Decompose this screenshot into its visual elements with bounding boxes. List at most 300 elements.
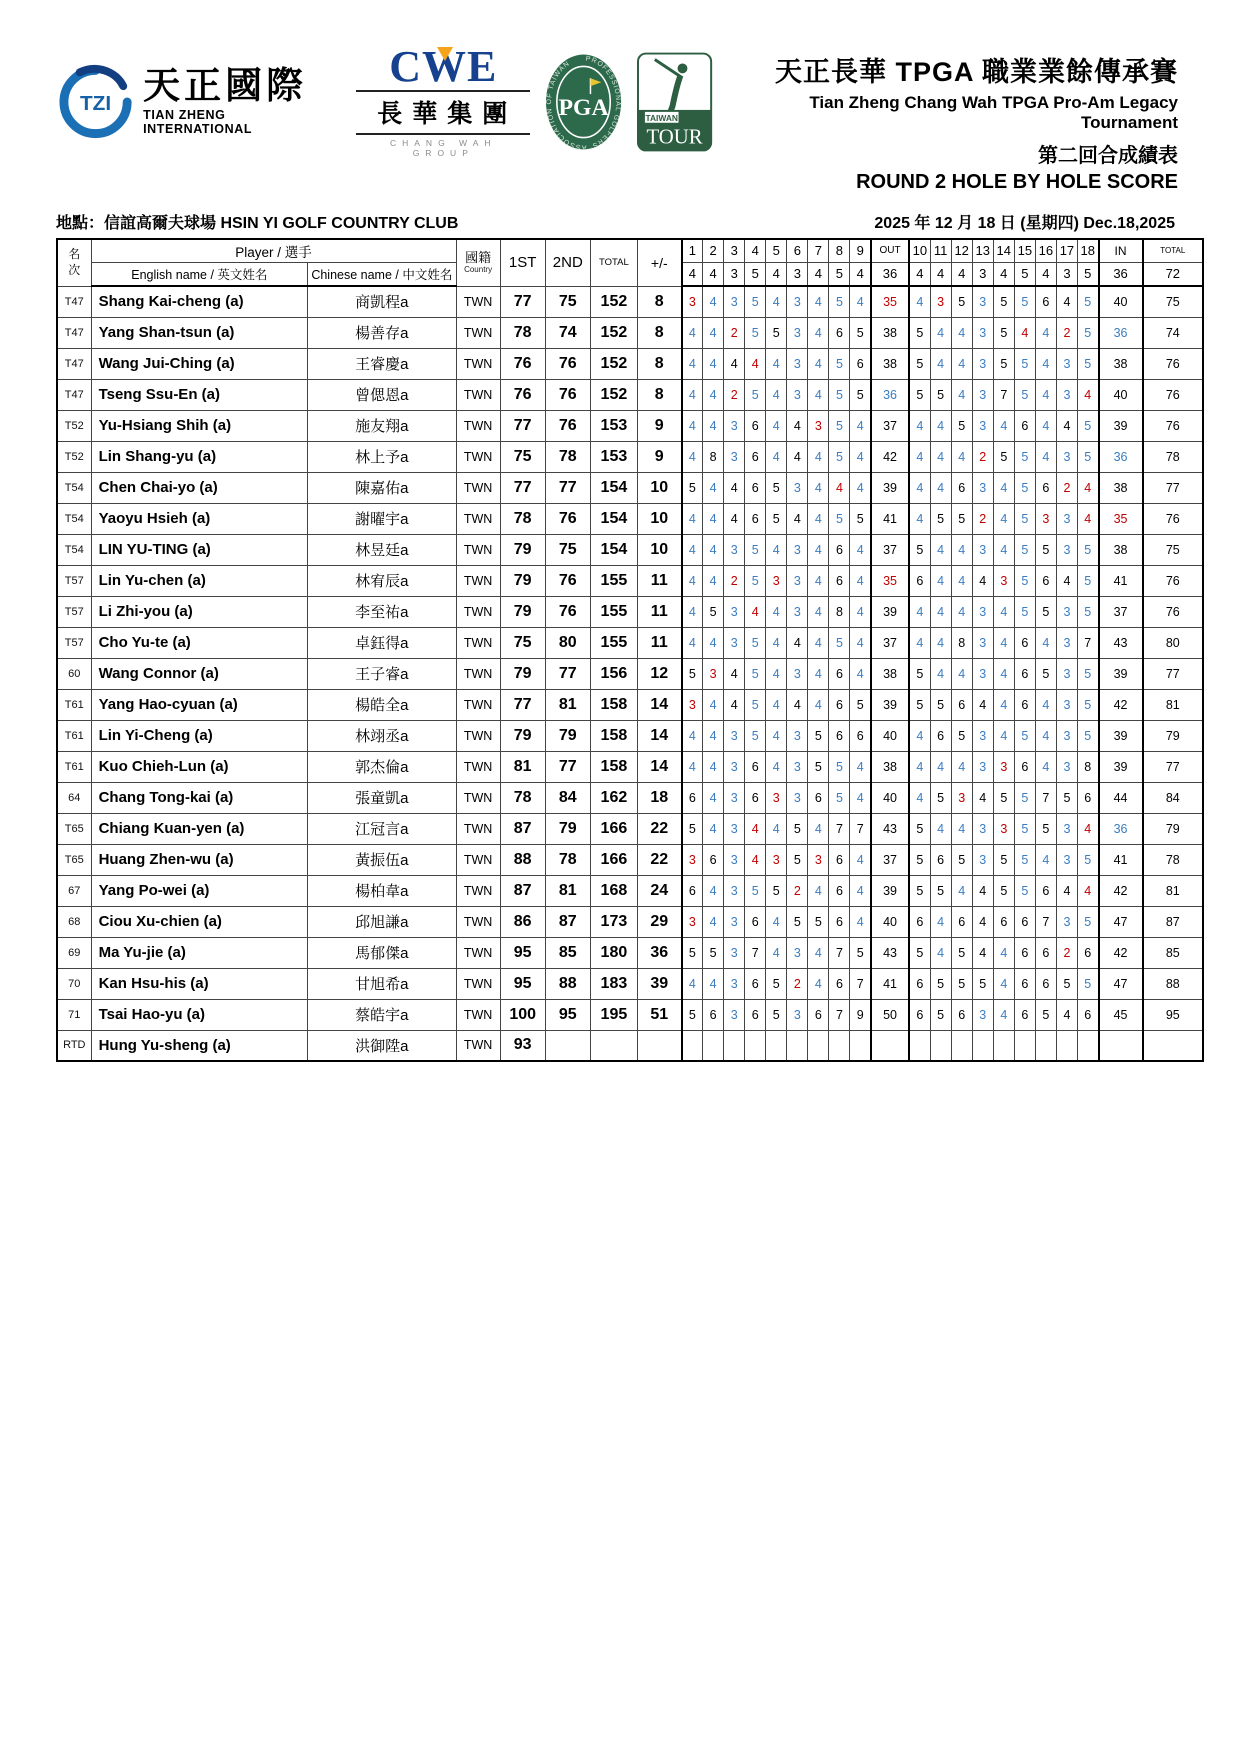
hole-score: 4	[993, 596, 1014, 627]
hole-score: 4	[682, 596, 703, 627]
hole-score: 2	[724, 317, 745, 348]
country-cell: TWN	[456, 565, 500, 596]
hole-score: 5	[808, 751, 829, 782]
hole-score: 5	[787, 813, 808, 844]
hole-score: 2	[787, 968, 808, 999]
hole-score: 5	[808, 906, 829, 937]
in-score: 38	[1099, 534, 1143, 565]
hole-score: 3	[787, 286, 808, 317]
hole-score: 4	[850, 596, 871, 627]
player-name-en: Yang Shan-tsun (a)	[91, 317, 308, 348]
round1-score: 78	[500, 782, 545, 813]
country-cell: TWN	[456, 844, 500, 875]
player-row	[57, 906, 1203, 937]
player-row	[57, 751, 1203, 782]
player-name-zh: 楊柏韋a	[308, 875, 456, 906]
in-score: 40	[1099, 379, 1143, 410]
date-label: 2025 年 12 月 18 日 (星期四) Dec.18,2025	[874, 215, 1175, 232]
hole-score: 5	[829, 441, 850, 472]
hole-score: 3	[787, 534, 808, 565]
out-score: 37	[871, 844, 909, 875]
hole-score: 5	[766, 503, 787, 534]
round-total: 78	[1143, 844, 1203, 875]
hole-score: 5	[1014, 379, 1035, 410]
country-cell: TWN	[456, 720, 500, 751]
hole-score: 5	[993, 317, 1014, 348]
round-total: 76	[1143, 565, 1203, 596]
hole-score: 4	[850, 472, 871, 503]
svg-text:PROFESSIONAL GOLFERS’ ASSOCIAT: PROFESSIONAL GOLFERS’ ASSOCIATION OF TAIWAN	[546, 55, 622, 151]
hole-score: 5	[993, 286, 1014, 317]
out-score: 50	[871, 999, 909, 1030]
hole-score: 6	[745, 410, 766, 441]
hole-score: 4	[951, 317, 972, 348]
in-score: 38	[1099, 472, 1143, 503]
hole-score: 4	[1035, 844, 1056, 875]
hole-score: 5	[1014, 286, 1035, 317]
hole-score: 5	[1077, 689, 1098, 720]
hole-score: 4	[682, 534, 703, 565]
hole-score: 4	[703, 410, 724, 441]
hole-score: 3	[724, 937, 745, 968]
total-score: 155	[590, 627, 637, 658]
hole-score: 3	[724, 596, 745, 627]
par-hole-12: 4	[951, 262, 972, 286]
hole-score: 5	[909, 379, 930, 410]
in-score: 41	[1099, 844, 1143, 875]
round2-score: 87	[545, 906, 590, 937]
round1-score: 76	[500, 379, 545, 410]
hole-score: 6	[909, 968, 930, 999]
in-score	[1099, 1030, 1143, 1061]
player-name-zh: 江冠言a	[308, 813, 456, 844]
country-cell: TWN	[456, 782, 500, 813]
hole-score: 5	[930, 968, 951, 999]
hole-score: 5	[1077, 968, 1098, 999]
round-total: 85	[1143, 937, 1203, 968]
cwe-abbr: CWE	[389, 42, 498, 91]
round-total: 75	[1143, 534, 1203, 565]
hole-score: 6	[1077, 782, 1098, 813]
hole-score: 4	[850, 875, 871, 906]
player-name-en: Lin Yu-chen (a)	[91, 565, 308, 596]
hole-score: 4	[808, 503, 829, 534]
player-row	[57, 596, 1203, 627]
hole-score: 4	[951, 875, 972, 906]
round-total-column-header: TOTAL	[1143, 239, 1203, 262]
country-cell: TWN	[456, 968, 500, 999]
rank-cell: T57	[57, 596, 91, 627]
round2-column-header: 2ND	[545, 239, 590, 286]
hole-score: 6	[993, 906, 1014, 937]
hole-score: 5	[1077, 658, 1098, 689]
hole-score: 4	[745, 348, 766, 379]
hole-score: 4	[724, 503, 745, 534]
hole-score: 4	[766, 906, 787, 937]
total-score: 155	[590, 565, 637, 596]
hole-score: 3	[724, 999, 745, 1030]
round1-score: 81	[500, 751, 545, 782]
hole-score: 4	[972, 875, 993, 906]
player-name-zh: 蔡皓宇a	[308, 999, 456, 1030]
hole-score: 3	[787, 379, 808, 410]
hole-score: 7	[745, 937, 766, 968]
hole-score: 3	[808, 844, 829, 875]
hole-score: 4	[766, 937, 787, 968]
hole-score: 3	[972, 317, 993, 348]
total-score: 152	[590, 379, 637, 410]
par-hole-18: 5	[1077, 262, 1098, 286]
hole-score: 3	[724, 782, 745, 813]
hole-score: 5	[1077, 534, 1098, 565]
hole-score: 4	[724, 658, 745, 689]
hole-score: 3	[951, 782, 972, 813]
hole-score: 4	[993, 627, 1014, 658]
hole-16-header: 16	[1035, 239, 1056, 262]
to-par: 14	[637, 689, 681, 720]
hole-score: 5	[829, 348, 850, 379]
par-hole-1: 4	[682, 262, 703, 286]
round2-score: 88	[545, 968, 590, 999]
hole-score: 2	[787, 875, 808, 906]
hole-score: 5	[829, 379, 850, 410]
rank-cell: 67	[57, 875, 91, 906]
round-total: 76	[1143, 348, 1203, 379]
hole-score: 6	[951, 999, 972, 1030]
hole-score: 5	[951, 968, 972, 999]
hole-score: 6	[829, 844, 850, 875]
out-score: 39	[871, 472, 909, 503]
hole-score: 4	[1056, 565, 1077, 596]
in-score: 39	[1099, 658, 1143, 689]
hole-score: 3	[993, 813, 1014, 844]
round2-score: 76	[545, 596, 590, 627]
hole-score: 6	[1014, 906, 1035, 937]
total-score: 154	[590, 534, 637, 565]
hole-score: 4	[850, 844, 871, 875]
country-cell: TWN	[456, 503, 500, 534]
rank-cell: T57	[57, 565, 91, 596]
in-score: 39	[1099, 410, 1143, 441]
country-cell: TWN	[456, 317, 500, 348]
player-row	[57, 813, 1203, 844]
hole-score: 6	[829, 720, 850, 751]
hole-score: 7	[829, 937, 850, 968]
hole-score: 5	[850, 689, 871, 720]
hole-score	[909, 1030, 930, 1061]
hole-score: 4	[1035, 627, 1056, 658]
round2-score	[545, 1030, 590, 1061]
hole-score: 4	[724, 689, 745, 720]
round1-score: 79	[500, 565, 545, 596]
player-name-en: Tsai Hao-yu (a)	[91, 999, 308, 1030]
hole-score: 5	[787, 844, 808, 875]
hole-score: 4	[787, 503, 808, 534]
hole-score: 5	[829, 782, 850, 813]
hole-score: 6	[829, 689, 850, 720]
hole-score: 3	[972, 751, 993, 782]
round1-score: 93	[500, 1030, 545, 1061]
tzi-name-zh: 天正國際	[143, 65, 308, 107]
hole-score: 3	[703, 658, 724, 689]
cwe-logo	[356, 42, 530, 158]
round1-score: 95	[500, 968, 545, 999]
hole-score: 5	[909, 937, 930, 968]
rank-cell: 70	[57, 968, 91, 999]
out-score: 38	[871, 348, 909, 379]
hole-score: 5	[909, 348, 930, 379]
hole-score: 3	[766, 782, 787, 813]
hole-score: 4	[1077, 472, 1098, 503]
hole-score: 3	[682, 906, 703, 937]
hole-score: 6	[951, 472, 972, 503]
hole-score: 3	[1056, 689, 1077, 720]
to-par: 8	[637, 379, 681, 410]
hole-score: 6	[682, 875, 703, 906]
hole-score: 3	[724, 906, 745, 937]
hole-score: 3	[1056, 348, 1077, 379]
player-name-zh: 郭杰倫a	[308, 751, 456, 782]
player-name-en: Shang Kai-cheng (a)	[91, 286, 308, 317]
player-name-zh: 謝曜宇a	[308, 503, 456, 534]
hole-score: 4	[703, 503, 724, 534]
hole-score: 4	[1056, 875, 1077, 906]
tournament-titles	[713, 46, 1178, 194]
hole-score: 4	[808, 627, 829, 658]
par-hole-13: 3	[972, 262, 993, 286]
hole-score: 6	[745, 472, 766, 503]
rank-cell: T61	[57, 751, 91, 782]
hole-score: 4	[766, 534, 787, 565]
rank-cell: T54	[57, 472, 91, 503]
country-cell: TWN	[456, 348, 500, 379]
hole-score: 5	[951, 410, 972, 441]
to-par: 8	[637, 348, 681, 379]
player-name-en: Kuo Chieh-Lun (a)	[91, 751, 308, 782]
hole-score: 3	[993, 751, 1014, 782]
player-name-en: Chiang Kuan-yen (a)	[91, 813, 308, 844]
hole-score: 6	[745, 906, 766, 937]
hole-score: 5	[930, 689, 951, 720]
player-name-en: Tseng Ssu-En (a)	[91, 379, 308, 410]
rank-cell: T65	[57, 813, 91, 844]
hole-score: 6	[745, 999, 766, 1030]
country-cell: TWN	[456, 875, 500, 906]
hole-score: 5	[703, 596, 724, 627]
country-cell: TWN	[456, 689, 500, 720]
player-name-en: Lin Yi-Cheng (a)	[91, 720, 308, 751]
hole-score: 4	[930, 658, 951, 689]
country-cell: TWN	[456, 534, 500, 565]
to-par: 22	[637, 844, 681, 875]
par-hole-17: 3	[1056, 262, 1077, 286]
hole-score: 4	[703, 472, 724, 503]
hole-score: 3	[972, 472, 993, 503]
tour-top-label: TAIWAN	[645, 112, 679, 123]
hole-score: 3	[682, 689, 703, 720]
rank-cell: T54	[57, 503, 91, 534]
hole-score: 5	[951, 937, 972, 968]
round2-score: 75	[545, 534, 590, 565]
player-column-header: Player / 選手	[91, 239, 456, 262]
hole-score: 6	[1014, 658, 1035, 689]
hole-score: 6	[1014, 937, 1035, 968]
hole-score: 5	[1035, 658, 1056, 689]
hole-score: 4	[766, 813, 787, 844]
hole-score	[745, 1030, 766, 1061]
hole-score: 6	[951, 906, 972, 937]
round2-score: 84	[545, 782, 590, 813]
hole-score: 4	[930, 348, 951, 379]
par-hole-7: 4	[808, 262, 829, 286]
hole-score: 5	[808, 720, 829, 751]
tour-bottom-label: TOUR	[646, 126, 704, 149]
hole-score: 5	[1014, 782, 1035, 813]
hole-score	[724, 1030, 745, 1061]
hole-score: 5	[766, 875, 787, 906]
hole-score: 3	[724, 627, 745, 658]
country-cell: TWN	[456, 627, 500, 658]
par-hole-2: 4	[703, 262, 724, 286]
out-score: 40	[871, 782, 909, 813]
hole-score: 4	[808, 286, 829, 317]
hole-6-header: 6	[787, 239, 808, 262]
hole-score: 6	[829, 565, 850, 596]
hole-score: 4	[724, 348, 745, 379]
player-row	[57, 348, 1203, 379]
out-score: 37	[871, 627, 909, 658]
hole-score: 7	[1035, 906, 1056, 937]
round-subtitle-zh: 第二回合成績表	[1038, 145, 1178, 167]
hole-score: 2	[972, 441, 993, 472]
round-total: 78	[1143, 441, 1203, 472]
player-name-zh: 張童凱a	[308, 782, 456, 813]
country-cell: TWN	[456, 937, 500, 968]
hole-score: 5	[1014, 875, 1035, 906]
hole-score: 4	[808, 596, 829, 627]
hole-score	[1077, 1030, 1098, 1061]
hole-score: 5	[951, 844, 972, 875]
hole-score: 5	[930, 999, 951, 1030]
hole-score: 5	[1077, 844, 1098, 875]
player-name-en: Yaoyu Hsieh (a)	[91, 503, 308, 534]
hole-score: 3	[972, 410, 993, 441]
out-score: 39	[871, 596, 909, 627]
hole-score: 5	[1014, 503, 1035, 534]
rank-cell: 68	[57, 906, 91, 937]
hole-score: 4	[951, 441, 972, 472]
total-score: 195	[590, 999, 637, 1030]
player-name-en: Hung Yu-sheng (a)	[91, 1030, 308, 1061]
par-total: 72	[1143, 262, 1203, 286]
hole-score: 5	[909, 658, 930, 689]
hole-8-header: 8	[829, 239, 850, 262]
player-name-zh: 林上予a	[308, 441, 456, 472]
hole-score: 4	[682, 565, 703, 596]
player-name-en: Kan Hsu-his (a)	[91, 968, 308, 999]
hole-score: 4	[703, 534, 724, 565]
total-score: 155	[590, 596, 637, 627]
country-cell: TWN	[456, 379, 500, 410]
hole-score: 3	[972, 844, 993, 875]
hole-score: 4	[703, 751, 724, 782]
player-row	[57, 534, 1203, 565]
hole-score: 4	[993, 410, 1014, 441]
to-par: 9	[637, 441, 681, 472]
hole-score: 4	[808, 441, 829, 472]
par-hole-5: 4	[766, 262, 787, 286]
hole-score: 4	[972, 565, 993, 596]
hole-score: 4	[909, 286, 930, 317]
round2-score: 78	[545, 441, 590, 472]
hole-score: 3	[1056, 627, 1077, 658]
player-row	[57, 286, 1203, 317]
out-score: 39	[871, 875, 909, 906]
hole-score: 4	[766, 596, 787, 627]
hole-score: 6	[829, 317, 850, 348]
hole-score: 4	[766, 627, 787, 658]
total-score: 153	[590, 410, 637, 441]
hole-score: 4	[972, 782, 993, 813]
hole-score: 4	[1035, 720, 1056, 751]
par-hole-11: 4	[930, 262, 951, 286]
hole-score: 4	[703, 782, 724, 813]
hole-score: 4	[909, 472, 930, 503]
hole-score: 2	[724, 379, 745, 410]
hole-score: 6	[909, 906, 930, 937]
round2-score: 75	[545, 286, 590, 317]
hole-15-header: 15	[1014, 239, 1035, 262]
hole-score: 3	[724, 286, 745, 317]
round1-score: 86	[500, 906, 545, 937]
hole-score: 4	[724, 472, 745, 503]
in-score: 45	[1099, 999, 1143, 1030]
hole-score: 5	[682, 813, 703, 844]
hole-score: 5	[787, 906, 808, 937]
round2-score: 85	[545, 937, 590, 968]
svg-text:PGA: PGA	[558, 94, 609, 121]
hole-score: 4	[703, 813, 724, 844]
to-par: 9	[637, 410, 681, 441]
hole-score: 4	[909, 782, 930, 813]
hole-score: 6	[745, 751, 766, 782]
total-score: 180	[590, 937, 637, 968]
hole-score: 3	[1056, 720, 1077, 751]
par-hole-16: 4	[1035, 262, 1056, 286]
hole-score: 3	[972, 627, 993, 658]
hole-score: 4	[745, 596, 766, 627]
out-score: 38	[871, 658, 909, 689]
hole-score: 6	[808, 782, 829, 813]
to-par: 11	[637, 627, 681, 658]
hole-score: 3	[993, 565, 1014, 596]
country-cell: TWN	[456, 596, 500, 627]
hole-score: 5	[745, 720, 766, 751]
total-score: 156	[590, 658, 637, 689]
par-hole-6: 3	[787, 262, 808, 286]
hole-18-header: 18	[1077, 239, 1098, 262]
par-hole-10: 4	[909, 262, 930, 286]
hole-score: 5	[1056, 782, 1077, 813]
hole-score: 4	[850, 782, 871, 813]
hole-score: 6	[1035, 968, 1056, 999]
hole-score	[930, 1030, 951, 1061]
hole-score: 2	[1056, 937, 1077, 968]
round-total: 81	[1143, 689, 1203, 720]
hole-score: 4	[766, 379, 787, 410]
player-name-zh: 馬郁傑a	[308, 937, 456, 968]
hole-score: 4	[930, 937, 951, 968]
